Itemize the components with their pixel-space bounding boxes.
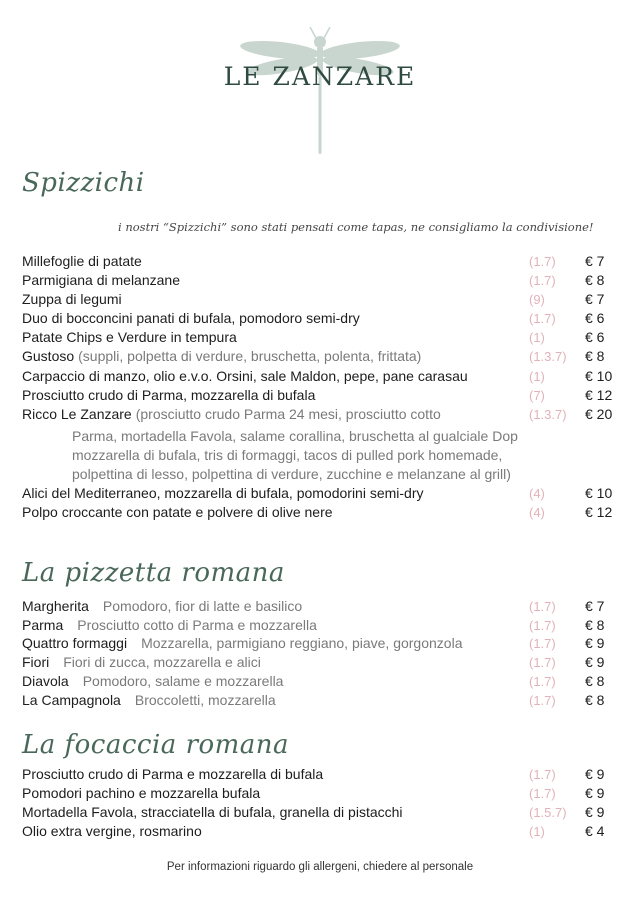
item-description-continued: mozzarella di bufala, tris di formaggi, tacos di pulled pork homemade, [72,447,503,463]
menu-item [22,347,622,366]
allergen-codes: (1) [529,330,545,345]
menu-item [22,405,622,424]
item-name: La Campagnola [22,692,121,708]
menu-item-name [22,271,180,290]
menu-item [22,328,622,347]
item-description: Mozzarella, parmigiano reggiano, piave, gorgonzola [141,635,463,651]
menu-item-name [22,765,323,784]
menu-item [22,672,622,691]
item-name: Quattro formaggi [22,635,128,651]
allergen-codes: (1.7) [529,786,556,801]
item-price: € 6 [585,329,605,345]
menu-item [22,653,622,672]
allergen-codes: (1) [529,369,545,384]
menu-item [22,309,622,328]
menu-item [22,597,622,616]
menu-item [22,822,622,841]
allergen-codes: (4) [529,486,545,501]
item-price: € 8 [585,673,605,689]
menu-item-name [22,328,237,347]
item-description: Pomodoro, fior di latte e basilico [102,598,303,614]
section-intro: i nostri “Spizzichi” sono stati pensati come tapas, ne consigliamo la condivisione! [118,220,594,234]
menu-item-name [22,653,261,672]
menu-item [22,634,622,653]
menu-item [22,271,622,290]
menu-item-name [22,386,315,405]
menu-item-name [22,367,468,386]
allergen-codes: (1.7) [529,693,556,708]
allergen-codes: (1.7) [529,618,556,633]
item-name: Mortadella Favola, stracciatella di bufala, granella di pistacchi [22,804,403,820]
menu-item-name [22,634,462,653]
item-price: € 7 [585,291,605,307]
allergen-codes: (7) [529,388,545,403]
item-price: € 9 [585,766,605,782]
menu-item-name [22,822,202,841]
item-name: Alici del Mediterraneo, mozzarella di bufala, pomodorini semi-dry [22,485,424,501]
item-price: € 10 [585,485,613,501]
item-name: Gustoso [22,348,75,364]
item-price: € 6 [585,310,605,326]
allergen-codes: (1.7) [529,311,556,326]
allergen-codes: (1.5.7) [529,805,567,820]
item-price: € 9 [585,804,605,820]
item-name: Diavola [22,673,69,689]
menu-item-name [22,691,276,710]
menu-item-name [22,672,283,691]
item-description: Prosciutto cotto di Parma e mozzarella [77,617,317,633]
item-price: € 12 [585,504,613,520]
item-description: Pomodoro, salame e mozzarella [82,673,284,689]
menu-item-name [22,252,142,271]
menu-item [22,616,622,635]
menu-item [22,691,622,710]
item-name: Millefoglie di patate [22,253,142,269]
item-description: (suppli, polpetta di verdure, bruschetta, polenta, frittata) [78,348,422,364]
menu-item-name [22,405,441,424]
item-name: Duo di bocconcini panati di bufala, pomodoro semi-dry [22,310,360,326]
allergen-codes: (4) [529,505,545,520]
item-name: Ricco Le Zanzare [22,406,132,422]
menu-item-name [22,309,360,328]
item-price: € 12 [585,387,613,403]
item-price: € 8 [585,272,605,288]
menu-item [22,367,622,386]
item-description: (prosciutto crudo Parma 24 mesi, prosciutto cotto [135,406,441,422]
menu-item-name [22,616,317,635]
allergen-codes: (1) [529,824,545,839]
allergen-codes: (1.7) [529,599,556,614]
section-title-spizzichi: Spizzichi [22,168,145,198]
menu-item [22,765,622,784]
brand-name: LE ZANZARE [223,62,417,91]
menu-item-name [22,484,424,503]
item-description-continued: polpettina di lesso, polpettina di verdure, zucchine e melanzane al grill) [72,466,511,482]
menu-item [22,386,622,405]
item-price: € 4 [585,823,605,839]
item-name: Carpaccio di manzo, olio e.v.o. Orsini, sale Maldon, pepe, pane carasau [22,368,468,384]
item-name: Polpo croccante con patate e polvere di olive nere [22,504,333,520]
item-price: € 10 [585,368,613,384]
menu-item [22,784,622,803]
menu-item-name [22,503,333,522]
item-name: Parmigiana di melanzane [22,272,180,288]
allergen-codes: (1.7) [529,273,556,288]
item-name: Olio extra vergine, rosmarino [22,823,202,839]
section-title-pizzetta: La pizzetta romana [22,558,285,588]
item-price: € 9 [585,635,605,651]
item-price: € 8 [585,692,605,708]
allergen-codes: (1.7) [529,674,556,689]
item-name: Parma [22,617,64,633]
item-name: Prosciutto crudo di Parma, mozzarella di bufala [22,387,316,403]
item-description-continued: Parma, mortadella Favola, salame corallina, bruschetta al gualciale Dop [72,428,518,444]
allergen-codes: (1.7) [529,636,556,651]
menu-item-name [22,803,403,822]
menu-item [22,252,622,271]
allergen-codes: (1.7) [529,254,556,269]
item-price: € 8 [585,617,605,633]
item-name: Prosciutto crudo di Parma e mozzarella di bufala [22,766,324,782]
allergen-codes: (1.7) [529,655,556,670]
menu-item [22,484,622,503]
item-price: € 7 [585,253,605,269]
item-price: € 20 [585,406,613,422]
item-name: Pomodori pachino e mozzarella bufala [22,785,261,801]
item-price: € 9 [585,654,605,670]
item-name: Margherita [22,598,89,614]
item-name: Zuppa di legumi [22,291,122,307]
section-title-focaccia: La focaccia romana [22,730,290,760]
allergen-codes: (1.7) [529,767,556,782]
item-name: Fiori [22,654,50,670]
menu-item [22,803,622,822]
allergen-codes: (9) [529,292,545,307]
item-price: € 7 [585,598,605,614]
menu-item-name [22,290,122,309]
menu-item-name [22,784,260,803]
menu-item [22,290,622,309]
item-description: Broccoletti, mozzarella [134,692,276,708]
item-description: Fiori di zucca, mozzarella e alici [63,654,261,670]
menu-item [22,503,622,522]
item-name: Patate Chips e Verdure in tempura [22,329,237,345]
menu-item-name [22,597,302,616]
allergen-codes: (1.3.7) [529,407,567,422]
allergen-note: Per informazioni riguardo gli allergeni, chiedere al personale [166,861,474,873]
allergen-codes: (1.3.7) [529,349,567,364]
item-price: € 8 [585,348,605,364]
menu-item-name [22,347,421,366]
item-price: € 9 [585,785,605,801]
